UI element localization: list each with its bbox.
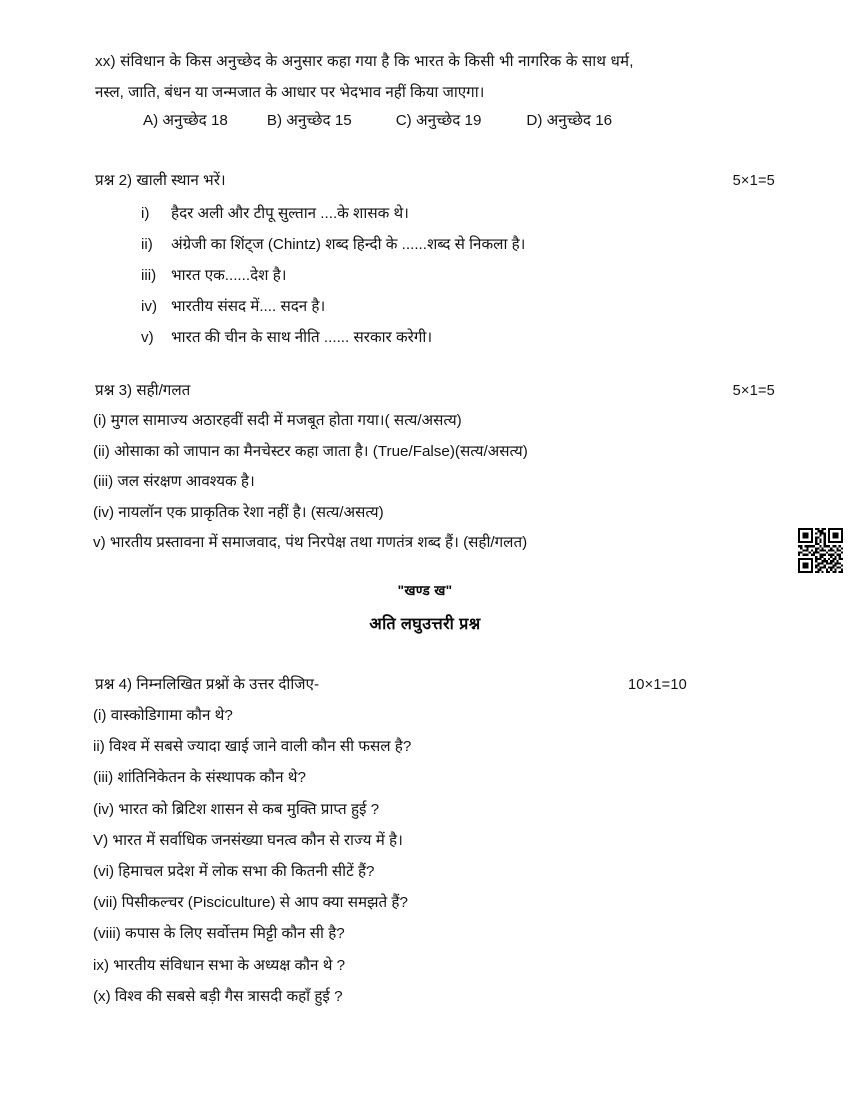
item-numeral: iii) [141,267,157,284]
mcq-option-d[interactable]: D) अनुच्छेद 16 [526,112,613,129]
mcq-stem-line-1: xx) संविधान के किस अनुच्छेद के अनुसार कहा गया है कि भारत के किसी भी नागरिक के साथ धर्म, [95,53,634,70]
list-item [95,322,765,353]
list-item [95,291,765,322]
question-2-header [95,166,775,196]
list-item: (i) मुगल सामाज्य अठारहवीं सदी में मजबूत होता गया।( सत्य/असत्य) [93,412,462,429]
question-3-list [93,406,783,559]
list-item [95,198,765,229]
question-3-header [95,376,775,406]
list-item [95,260,765,291]
list-item: (iv) भारत को ब्रिटिश शासन से कब मुक्ति प्राप्त हुई ? [93,800,380,818]
question-4-list [93,700,783,1012]
list-item [95,229,765,260]
item-text: अंग्रेजी का शिंट्ज (Chintz) शब्द हिन्दी के ......शब्द से निकला है। [171,236,526,253]
mcq-stem-line-2: नस्ल, जाति, बंधन या जन्मजात के आधार पर भेदभाव नहीं किया जाएगा। [95,84,485,101]
question-4-header [95,670,765,700]
list-item: (x) विश्व की सबसे बड़ी गैस त्रासदी कहाँ हुई ? [93,987,343,1005]
mcq-option-a[interactable]: A) अनुच्छेद 18 [143,112,228,129]
item-text: हैदर अली और टीपू सुल्तान ....के शासक थे। [171,205,409,222]
list-item: (ii) ओसाका को जापान का मैनचेस्टर कहा जाता है। (True/False)(सत्य/असत्य) [93,442,528,460]
question-4-heading: प्रश्न 4) निम्नलिखित प्रश्नों के उत्तर दीजिए- [95,676,320,693]
item-numeral: iv) [141,298,158,315]
list-item: (iii) जल संरक्षण आवश्यक है। [93,473,255,490]
qr-code[interactable] [798,528,843,573]
list-item: ix) भारतीय संविधान सभा के अध्यक्ष कौन थे ? [93,956,346,974]
list-item: (iii) शांतिनिकेतन के संस्थापक कौन थे? [93,769,306,787]
section-b-subtitle: अति लघुउत्तरी प्रश्न [369,615,481,633]
question-3-marks: 5×1=5 [732,383,775,399]
item-text: भारत की चीन के साथ नीति ...... सरकार करेगी। [171,329,433,346]
list-item: (vii) पिसीकल्चर (Pisciculture) से आप क्या समझते हैं? [93,894,408,912]
section-b-title: "खण्ड ख" [397,583,453,598]
list-item: V) भारत में सर्वाधिक जनसंख्या घनत्व कौन से राज्य में है। [93,831,403,849]
list-item: v) भारतीय प्रस्तावना में समाजवाद, पंथ निरपेक्ष तथा गणतंत्र शब्द हैं। (सही/गलत) [93,534,528,551]
list-item: (vi) हिमाचल प्रदेश में लोक सभा की कितनी सीटें हैं? [93,863,375,881]
mcq-stem-block [95,46,765,108]
mcq-option-b[interactable]: B) अनुच्छेद 15 [266,112,352,129]
list-item: (i) वास्कोडिगामा कौन थे? [93,707,233,724]
mcq-option-c[interactable]: C) अनुच्छेद 19 [395,112,482,129]
item-numeral: ii) [141,236,153,253]
list-item: ii) विश्व में सबसे ज्यादा खाई जाने वाली कौन सी फसल है? [93,738,412,756]
question-2-list [95,198,765,353]
mcq-options-row [95,108,765,134]
item-text: भारत एक......देश है। [171,267,287,284]
question-3-heading: प्रश्न 3) सही/गलत [95,382,191,399]
list-item: (iv) नायलॉन एक प्राकृतिक रेशा नहीं है। (सत्य/असत्य) [93,503,384,521]
item-numeral: v) [141,329,154,346]
item-numeral: i) [141,205,150,222]
question-2-marks: 5×1=5 [732,173,775,189]
list-item: (viii) कपास के लिए सर्वोत्तम मिट्टी कौन सी है? [93,925,345,943]
question-4-marks: 10×1=10 [627,677,687,693]
question-2-heading: प्रश्न 2) खाली स्थान भरें। [95,172,226,189]
item-text: भारतीय संसद में.... सदन है। [171,298,326,315]
